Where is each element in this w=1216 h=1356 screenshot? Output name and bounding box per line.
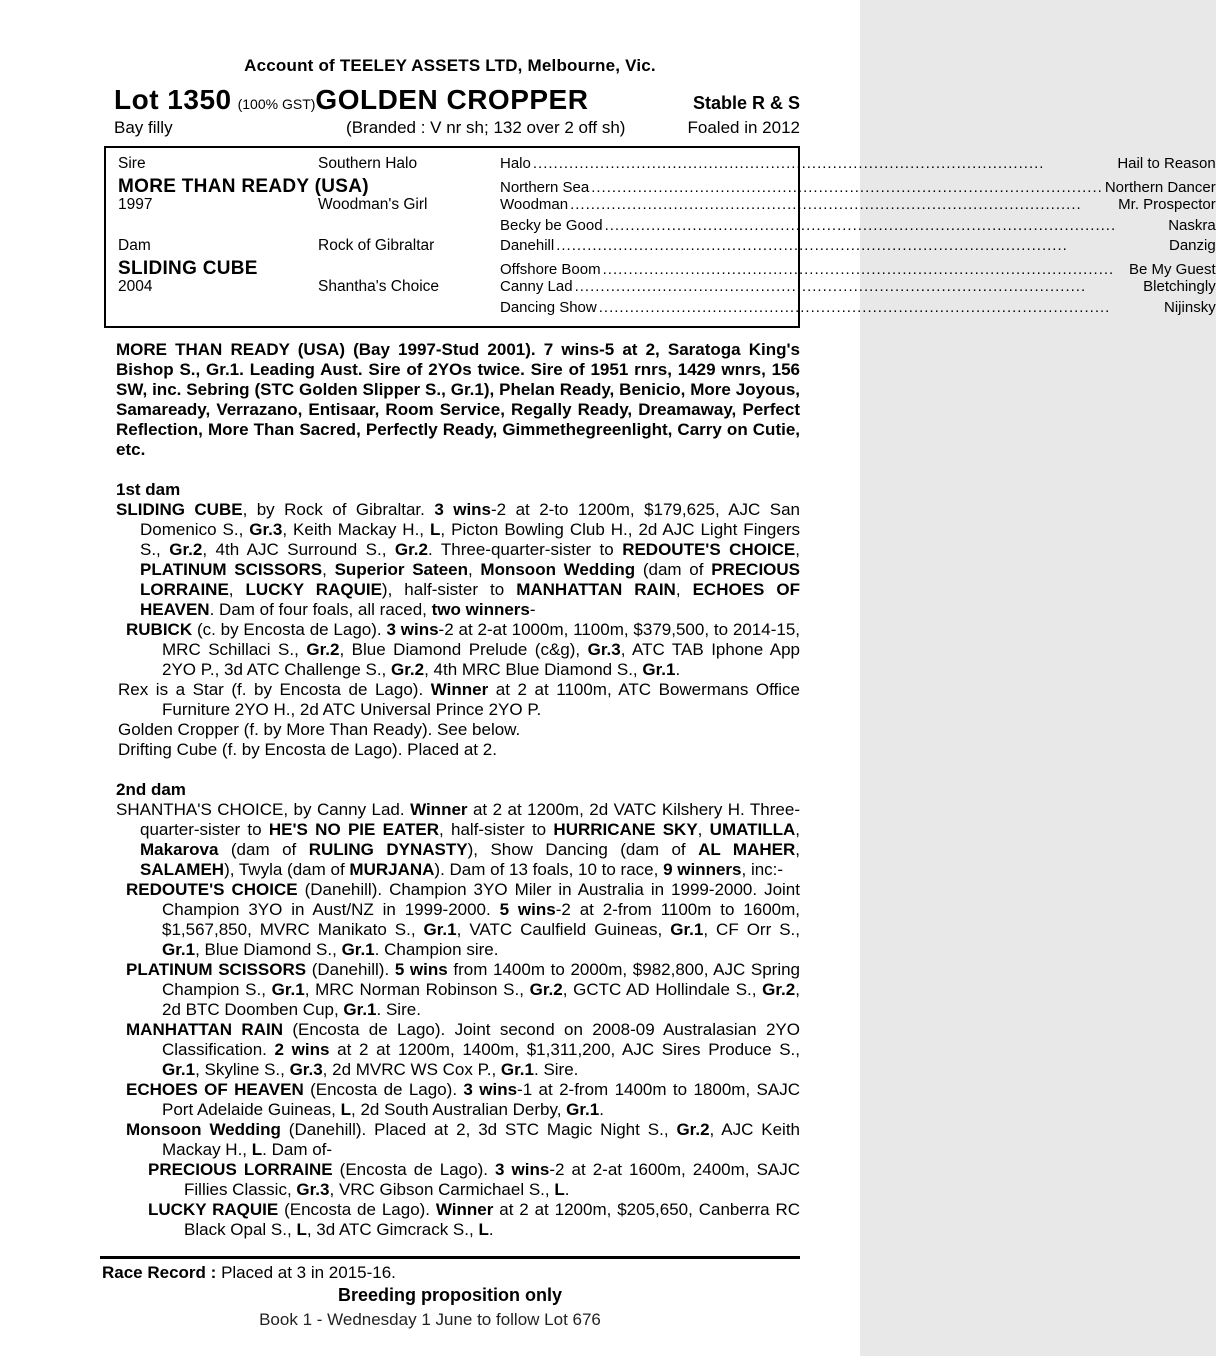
pedigree-paragraph <box>100 620 800 680</box>
ancestor-sire: Woodman <box>500 196 569 213</box>
lot-header-row <box>100 84 800 116</box>
bold-text: L <box>554 1180 565 1199</box>
sire-year: 1997 <box>118 196 153 213</box>
bold-text: Superior Sateen <box>334 560 468 579</box>
bold-text: PRECIOUS LORRAINE <box>140 560 801 599</box>
bold-text: 5 wins <box>499 900 556 919</box>
ancestor-row <box>500 196 1216 213</box>
dam-parent-bottom: Shantha's Choice <box>318 278 440 295</box>
dot-leader <box>575 278 1142 295</box>
dot-leader <box>599 299 1162 316</box>
horse-name: GOLDEN CROPPER <box>315 84 589 115</box>
ancestor-sire: Danehill <box>500 237 555 254</box>
bold-text: Gr.2 <box>169 540 203 559</box>
ancestor-row <box>500 261 1216 278</box>
bold-text: Winner <box>410 800 468 819</box>
text: -2 at 2-at 1000m, 1100m, $379,500, to 2014-15, MRC Schillaci S., <box>162 620 800 659</box>
text: SHANTHA'S CHOICE, by Canny Lad. <box>116 800 411 819</box>
text: - <box>529 600 536 619</box>
bold-text: Gr.2 <box>394 540 428 559</box>
ancestor-sire: Northern Sea <box>500 178 590 196</box>
text: (dam of <box>218 840 309 859</box>
bold-text: two winners <box>431 600 530 619</box>
bold-text: Gr.1 <box>343 1000 377 1019</box>
second-dam-paragraphs <box>100 800 800 1240</box>
bold-text: Winner <box>435 1200 494 1219</box>
dot-leader <box>605 217 1167 234</box>
text: (c. by Encosta de Lago). <box>192 620 387 639</box>
bold-text: Gr.1 <box>642 660 676 679</box>
bold-text: MURJANA <box>349 860 435 879</box>
sire-label: Sire <box>118 155 146 172</box>
breeding-note: Breeding proposition only <box>338 1285 562 1305</box>
bold-text: 9 winners <box>663 860 742 879</box>
bold-text: Gr.1 <box>271 980 305 999</box>
ancestor-dam: Danzig <box>1169 237 1216 254</box>
text: (Encosta de Lago). <box>278 1200 436 1219</box>
race-record-label: Race Record : <box>102 1263 217 1282</box>
race-record-divider <box>100 1256 800 1259</box>
ancestor-sire: Offshore Boom <box>500 260 601 278</box>
text: , Skyline S., <box>195 1060 290 1079</box>
dot-leader <box>556 237 1167 254</box>
pedigree-paragraph <box>100 880 800 960</box>
text: . Dam of- <box>262 1140 333 1159</box>
bold-text: L <box>296 1220 307 1239</box>
ancestor-row <box>500 237 1216 254</box>
first-dam-paragraphs <box>100 500 800 760</box>
pedigree-paragraph <box>100 800 800 880</box>
foaled-year: Foaled in 2012 <box>687 118 800 137</box>
bold-text: Gr.1 <box>566 1100 600 1119</box>
text: , <box>675 580 693 599</box>
bold-text: Gr.2 <box>676 1120 710 1139</box>
ancestor-sire: Canny Lad <box>500 278 573 295</box>
horse-detail-row <box>100 118 800 138</box>
bold-text: ECHOES OF HEAVEN <box>140 580 801 619</box>
text: , Keith Mackay H., <box>282 520 431 539</box>
dam-label: Dam <box>118 237 151 254</box>
stable-label: Stable R & S <box>692 93 800 113</box>
bold-text: 3 wins <box>386 620 439 639</box>
second-dam-heading: 2nd dam <box>116 780 186 799</box>
pedigree-paragraph <box>100 1160 800 1200</box>
lot-number: Lot 1350 <box>114 84 232 115</box>
text: . Sire. <box>376 1000 421 1019</box>
sire-parent-bottom: Woodman's Girl <box>318 196 428 213</box>
text: , Blue Diamond S., <box>195 940 342 959</box>
bold-text: Gr.1 <box>162 940 196 959</box>
bold-text: UMATILLA <box>709 820 796 839</box>
text: , 4th MRC Blue Diamond S., <box>424 660 643 679</box>
ancestor-sire: Becky be Good <box>500 216 603 234</box>
ancestor-dam: Mr. Prospector <box>1118 196 1216 213</box>
ancestor-dam: Be My Guest <box>1129 260 1216 278</box>
gst-note: (100% GST) <box>237 96 316 112</box>
ancestor-sire: Dancing Show <box>500 298 597 316</box>
bold-text: 5 wins <box>394 960 448 979</box>
text: , GCTC AD Hollindale S., <box>562 980 763 999</box>
text: , <box>795 820 801 839</box>
text: , Picton Bowling Club H., 2d AJC Light Fingers S., <box>140 520 800 559</box>
bold-text: 3 wins <box>434 500 492 519</box>
bold-text: Monsoon Wedding <box>480 560 636 579</box>
bold-text: Gr.2 <box>762 980 796 999</box>
text: , <box>795 540 800 559</box>
text: ), Twyla (dam of <box>224 860 350 879</box>
dam-parent-top: Rock of Gibraltar <box>318 237 435 254</box>
bold-text: HE'S NO PIE EATER <box>268 820 439 839</box>
bold-text: Gr.1 <box>500 1060 534 1079</box>
bold-text: SALAMEH <box>140 860 225 879</box>
horse-sex: Bay filly <box>114 118 173 137</box>
text: at 2 at 1200m, 2d VATC Kilshery H. Three-quarter-sister to <box>140 800 800 839</box>
brand-description: (Branded : V nr sh; 132 over 2 off sh) <box>346 118 626 137</box>
text: -2 at 2-at 1600m, 2400m, SAJC Fillies Classic, <box>184 1160 801 1199</box>
dam-name: SLIDING CUBE <box>118 257 258 279</box>
bold-text: 2 wins <box>274 1040 330 1059</box>
bold-text: Gr.1 <box>162 1060 196 1079</box>
bold-text: PLATINUM SCISSORS <box>140 560 323 579</box>
text: ). Dam of 13 foals, 10 to race, <box>434 860 664 879</box>
text: , by Rock of Gibraltar. <box>242 500 435 519</box>
ancestor-row <box>500 217 1216 234</box>
text: Golden Cropper (f. by More Than Ready). See below. <box>118 720 521 739</box>
ancestor-dam: Hail to Reason <box>1117 155 1216 172</box>
text: (Encosta de Lago). <box>303 1080 464 1099</box>
bold-text: Gr.2 <box>529 980 563 999</box>
text: . <box>675 660 681 679</box>
dot-leader <box>603 261 1127 278</box>
bold-text: Gr.3 <box>587 640 621 659</box>
bold-text: RUBICK <box>126 620 193 639</box>
ancestor-dam: Northern Dancer <box>1104 178 1216 196</box>
bold-text: Gr.1 <box>670 920 704 939</box>
bold-text: MANHATTAN RAIN <box>516 580 676 599</box>
bold-text: Gr.3 <box>249 520 283 539</box>
text: , <box>322 560 335 579</box>
text: , <box>697 820 710 839</box>
bold-text: MANHATTAN RAIN <box>126 1020 283 1039</box>
text: Rex is a Star (f. by Encosta de Lago). <box>118 680 431 699</box>
pedigree-paragraph <box>100 1080 800 1120</box>
bold-text: Makarova <box>140 840 219 859</box>
bold-text: Monsoon Wedding <box>126 1120 281 1139</box>
bold-text: Gr.3 <box>289 1060 323 1079</box>
bold-text: MORE THAN READY (USA) (Bay 1997-Stud 2001). 7 wins-5 at 2, Saratoga King's Bishop S., Gr.1. Leading Aust. Sire of 2YOs twice. Sire of 1951 rnrs, 1429 wnrs, 156 SW, inc. Sebring (STC Golden Slipper S., Gr.1), Phelan Ready, Benicio, More Joyous, Samaready, Verrazano, Entisaar, Room Service, Regally Ready, Dreamaway, Perfect Reflection, More Than Sacred, Perfectly Ready, Gimmethegreenlight, Carry on Cutie, etc. <box>116 340 800 459</box>
bold-text: HURRICANE SKY <box>553 820 698 839</box>
catalogue-body <box>100 340 800 1305</box>
text: -2 at 2-from 1100m to 1600m, $1,567,850, MVRC Manikato S., <box>162 900 801 939</box>
text: , VATC Caulfield Guineas, <box>456 920 671 939</box>
ancestor-row <box>500 278 1216 295</box>
bold-text: L <box>478 1220 489 1239</box>
text: at 2 at 1200m, $205,650, Canberra RC Black Opal S., <box>184 1200 800 1239</box>
text: , ATC TAB Iphone App 2YO P., 3d ATC Challenge S., <box>162 640 801 679</box>
first-dam-heading: 1st dam <box>116 480 181 499</box>
race-record-line <box>100 1263 800 1283</box>
bold-text: LUCKY RAQUIE <box>148 1200 279 1219</box>
bold-text: SLIDING CUBE <box>116 500 243 519</box>
text: , VRC Gibson Carmichael S., <box>329 1180 555 1199</box>
text: , MRC Norman Robinson S., <box>304 980 530 999</box>
text: . Champion sire. <box>374 940 499 959</box>
bold-text: LUCKY RAQUIE <box>245 580 382 599</box>
bold-text: AL MAHER <box>698 840 796 859</box>
bold-text: 3 wins <box>495 1160 550 1179</box>
bold-text: PRECIOUS LORRAINE <box>148 1160 333 1179</box>
bold-text: Gr.1 <box>423 920 457 939</box>
text: from 1400m to 2000m, $982,800, AJC Spring Champion S., <box>162 960 801 999</box>
ancestor-dam: Nijinsky <box>1164 298 1216 316</box>
text: (Danehill). Champion 3YO Miler in Australia in 1999-2000. Joint Champion 3YO in Aust/NZ in 1999-2000. <box>162 880 800 919</box>
book-footer: Book 1 - Wednesday 1 June to follow Lot 676 <box>259 1310 601 1329</box>
text: (dam of <box>635 560 712 579</box>
text: , 2d MVRC WS Cox P., <box>322 1060 501 1079</box>
dot-leader <box>591 179 1103 196</box>
text: -1 at 2-from 1400m to 1800m, SAJC Port Adelaide Guineas, <box>162 1080 801 1119</box>
text: (Encosta de Lago). <box>332 1160 496 1179</box>
account-line: Account of TEELEY ASSETS LTD, Melbourne, Vic. <box>244 56 656 75</box>
text: , Blue Diamond Prelude (c&g), <box>339 640 588 659</box>
text: , inc:- <box>741 860 784 879</box>
pedigree-paragraph <box>100 720 800 740</box>
bold-text: PLATINUM SCISSORS <box>126 960 307 979</box>
pedigree-table <box>104 146 1216 328</box>
ancestor-row <box>500 179 1216 196</box>
pedigree-paragraph <box>100 1020 800 1080</box>
page-content <box>100 0 1216 1305</box>
ancestor-row <box>500 299 1216 316</box>
pedigree-paragraph <box>100 960 800 1020</box>
bold-text: Gr.2 <box>306 640 340 659</box>
text: , <box>228 580 246 599</box>
text: . <box>599 1100 604 1119</box>
text: (Danehill). <box>306 960 395 979</box>
text: . <box>488 1220 494 1239</box>
ancestor-dam: Bletchingly <box>1143 278 1216 295</box>
text: . Dam of four foals, all raced, <box>209 600 432 619</box>
text: at 2 at 1100m, ATC Bowermans Office Furniture 2YO H., 2d ATC Universal Prince 2YO P. <box>162 680 801 719</box>
text: . Three-quarter-sister to <box>428 540 623 559</box>
bold-text: REDOUTE'S CHOICE <box>126 880 298 899</box>
ancestor-row <box>500 155 1216 172</box>
race-record-text: Placed at 3 in 2015-16. <box>221 1263 396 1282</box>
bold-text: REDOUTE'S CHOICE <box>622 540 796 559</box>
text: (Encosta de Lago). Joint second on 2008-09 Australasian 2YO Classification. <box>162 1020 800 1059</box>
text: , 3d ATC Gimcrack S., <box>306 1220 479 1239</box>
bold-text: L <box>430 520 441 539</box>
pedigree-paragraph <box>100 1120 800 1160</box>
text: , CF Orr S., <box>703 920 800 939</box>
text: , 2d BTC Doomben Cup, <box>162 980 800 1019</box>
bold-text: Gr.2 <box>391 660 425 679</box>
text: -2 at 2-to 1200m, $179,625, AJC San Domenico S., <box>140 500 800 539</box>
pedigree-paragraph <box>100 680 800 720</box>
dot-leader <box>533 155 1115 172</box>
sire-summary-paragraph <box>100 340 800 460</box>
sire-name: MORE THAN READY (USA) <box>118 175 369 197</box>
bold-text: Winner <box>430 680 489 699</box>
text: , half-sister to <box>438 820 554 839</box>
text: (Danehill). Placed at 2, 3d STC Magic Night S., <box>280 1120 677 1139</box>
bold-text: ECHOES OF HEAVEN <box>126 1080 304 1099</box>
text: . <box>564 1180 570 1199</box>
bold-text: RULING DYNASTY <box>308 840 468 859</box>
bold-text: 3 wins <box>463 1080 518 1099</box>
ancestor-dam: Naskra <box>1168 216 1216 234</box>
text: . Sire. <box>534 1060 579 1079</box>
text: at 2 at 1200m, 1400m, $1,311,200, AJC Sires Produce S., <box>329 1040 800 1059</box>
ancestor-sire: Halo <box>500 155 531 172</box>
text: ), half-sister to <box>381 580 517 599</box>
pedigree-paragraph <box>100 740 800 760</box>
text: ), Show Dancing (dam of <box>467 840 699 859</box>
text: Drifting Cube (f. by Encosta de Lago). Placed at 2. <box>118 740 497 759</box>
bold-text: Gr.3 <box>296 1180 330 1199</box>
dot-leader <box>570 196 1116 213</box>
sire-parent-top: Southern Halo <box>318 155 418 172</box>
text: , AJC Keith Mackay H., <box>162 1120 800 1159</box>
text: , 2d South Australian Derby, <box>351 1100 567 1119</box>
bold-text: L <box>251 1140 263 1159</box>
pedigree-paragraph <box>100 1200 800 1240</box>
pedigree-paragraph <box>100 500 800 620</box>
text: , <box>795 840 800 859</box>
bold-text: L <box>340 1100 352 1119</box>
text: , <box>467 560 481 579</box>
bold-text: Gr.1 <box>341 940 375 959</box>
dam-year: 2004 <box>118 278 153 295</box>
text: , 4th AJC Surround S., <box>202 540 395 559</box>
